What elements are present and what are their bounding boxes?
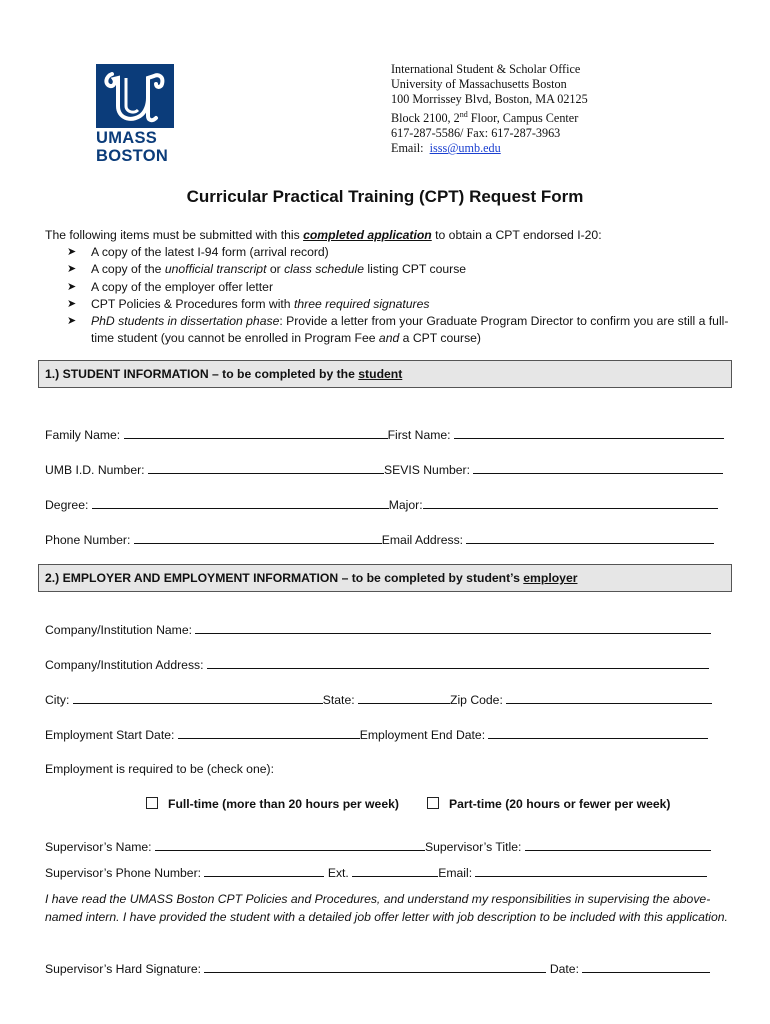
supervisor-phone-label: Supervisor’s Phone Number: — [45, 866, 202, 880]
employment-type-prompt: Employment is required to be (check one): — [45, 762, 274, 776]
sevis-field[interactable] — [473, 462, 723, 474]
company-address-label: Company/Institution Address: — [45, 658, 204, 672]
city-state-zip-row — [45, 692, 712, 707]
family-name-label: Family Name: — [45, 428, 121, 442]
full-time-label: Full-time (more than 20 hours per week) — [168, 797, 399, 811]
supervisor-email-label: Email: — [438, 866, 473, 880]
date-label: Date: — [549, 962, 579, 976]
signature-row — [45, 961, 710, 976]
zip-label: Zip Code: — [450, 693, 503, 707]
first-name-field[interactable] — [454, 427, 724, 439]
signature-label: Supervisor’s Hard Signature: — [45, 962, 202, 976]
list-item: ➤ PhD students in dissertation phase: Provide a letter from your Graduate Program Director to confirm you are still a full-time student (you cannot be enrolled in Program Fee and a CPT course) — [67, 314, 729, 346]
start-date-field[interactable] — [178, 727, 360, 739]
supervisor-title-label: Supervisor’s Title: — [424, 840, 522, 854]
date-field[interactable] — [582, 961, 710, 973]
street-address: 100 Morrissey Blvd, Boston, MA 02125 — [391, 92, 588, 106]
ext-label: Ext. — [327, 866, 349, 880]
umass-u-emblem — [96, 64, 174, 128]
zip-field[interactable] — [506, 692, 712, 704]
part-time-option[interactable] — [427, 797, 670, 811]
supervisor-statement: I have read the UMASS Boston CPT Policies and Procedures, and understand my responsibilities in supervising the above-named intern. I have provided the student with a detailed job offer letter with job description to be included with this application. — [45, 892, 728, 924]
supervisor-name-field[interactable] — [155, 839, 425, 851]
logo-text-umass: UMASS — [96, 129, 158, 147]
requirements-list — [67, 244, 747, 348]
supervisor-name-label: Supervisor’s Name: — [45, 840, 152, 854]
id-sevis-row — [45, 462, 723, 477]
arrow-bullet-icon: ➤ — [67, 263, 77, 276]
full-time-checkbox[interactable] — [146, 797, 158, 809]
arrow-bullet-icon: ➤ — [67, 280, 77, 293]
major-label: Major: — [388, 498, 423, 512]
state-label: State: — [322, 693, 355, 707]
arrow-bullet-icon: ➤ — [67, 315, 77, 328]
company-name-row — [45, 622, 711, 637]
employer-info-header: 2.) EMPLOYER AND EMPLOYMENT INFORMATION – to be completed by student’s employer — [38, 564, 732, 592]
list-item: ➤ A copy of the unofficial transcript or class schedule listing CPT course — [67, 261, 747, 278]
office-name: International Student & Scholar Office — [391, 62, 581, 76]
office-address-block — [391, 62, 588, 156]
arrow-bullet-icon: ➤ — [67, 297, 77, 310]
first-name-label: First Name: — [387, 428, 451, 442]
state-field[interactable] — [358, 692, 450, 704]
family-first-name-row — [45, 427, 724, 442]
email-field[interactable] — [466, 532, 714, 544]
supervisor-name-title-row — [45, 839, 711, 854]
building-address: Block 2100, 2nd Floor, Campus Center — [391, 110, 579, 126]
supervisor-title-field[interactable] — [525, 839, 711, 851]
company-name-label: Company/Institution Name: — [45, 623, 192, 637]
office-email: Email: isss@umb.edu — [391, 141, 501, 156]
city-field[interactable] — [73, 692, 323, 704]
supervisor-contact-row — [45, 865, 707, 880]
umb-id-field[interactable] — [148, 462, 384, 474]
part-time-checkbox[interactable] — [427, 797, 439, 809]
end-date-label: Employment End Date: — [359, 728, 486, 742]
intro-text: The following items must be submitted with this completed application to obtain a CPT endorsed I-20: — [45, 228, 602, 242]
list-item: ➤ A copy of the latest I-94 form (arrival record) — [67, 244, 747, 261]
full-time-option[interactable] — [146, 797, 399, 811]
signature-field[interactable] — [204, 961, 546, 973]
supervisor-email-field[interactable] — [475, 865, 707, 877]
logo-text-boston: BOSTON — [96, 147, 169, 165]
list-item: ➤ A copy of the employer offer letter — [67, 279, 747, 296]
ext-field[interactable] — [352, 865, 438, 877]
student-info-header: 1.) STUDENT INFORMATION – to be completed by the student — [38, 360, 732, 388]
major-field[interactable] — [423, 497, 718, 509]
company-address-row — [45, 657, 709, 672]
list-item: ➤ CPT Policies & Procedures form with three required signatures — [67, 296, 747, 313]
company-name-field[interactable] — [195, 622, 711, 634]
sevis-label: SEVIS Number: — [383, 463, 470, 477]
start-date-label: Employment Start Date: — [45, 728, 175, 742]
company-address-field[interactable] — [207, 657, 709, 669]
degree-label: Degree: — [45, 498, 89, 512]
umb-id-label: UMB I.D. Number: — [45, 463, 145, 477]
form-title: Curricular Practical Training (CPT) Request Form — [186, 187, 584, 206]
part-time-label: Part-time (20 hours or fewer per week) — [449, 797, 671, 811]
degree-field[interactable] — [92, 497, 389, 509]
email-label: Email Address: — [381, 533, 464, 547]
city-label: City: — [45, 693, 70, 707]
phone-email-row — [45, 532, 714, 547]
university-name: University of Massachusetts Boston — [391, 77, 567, 91]
end-date-field[interactable] — [488, 727, 708, 739]
family-name-field[interactable] — [124, 427, 388, 439]
office-email-link[interactable]: isss@umb.edu — [429, 141, 501, 156]
supervisor-phone-field[interactable] — [204, 865, 324, 877]
degree-major-row — [45, 497, 718, 512]
arrow-bullet-icon: ➤ — [67, 246, 77, 258]
umass-boston-logo — [96, 64, 174, 166]
phone-field[interactable] — [134, 532, 382, 544]
phone-fax: 617-287-5586/ Fax: 617-287-3963 — [391, 126, 561, 141]
employment-dates-row — [45, 727, 708, 742]
phone-label: Phone Number: — [45, 533, 131, 547]
